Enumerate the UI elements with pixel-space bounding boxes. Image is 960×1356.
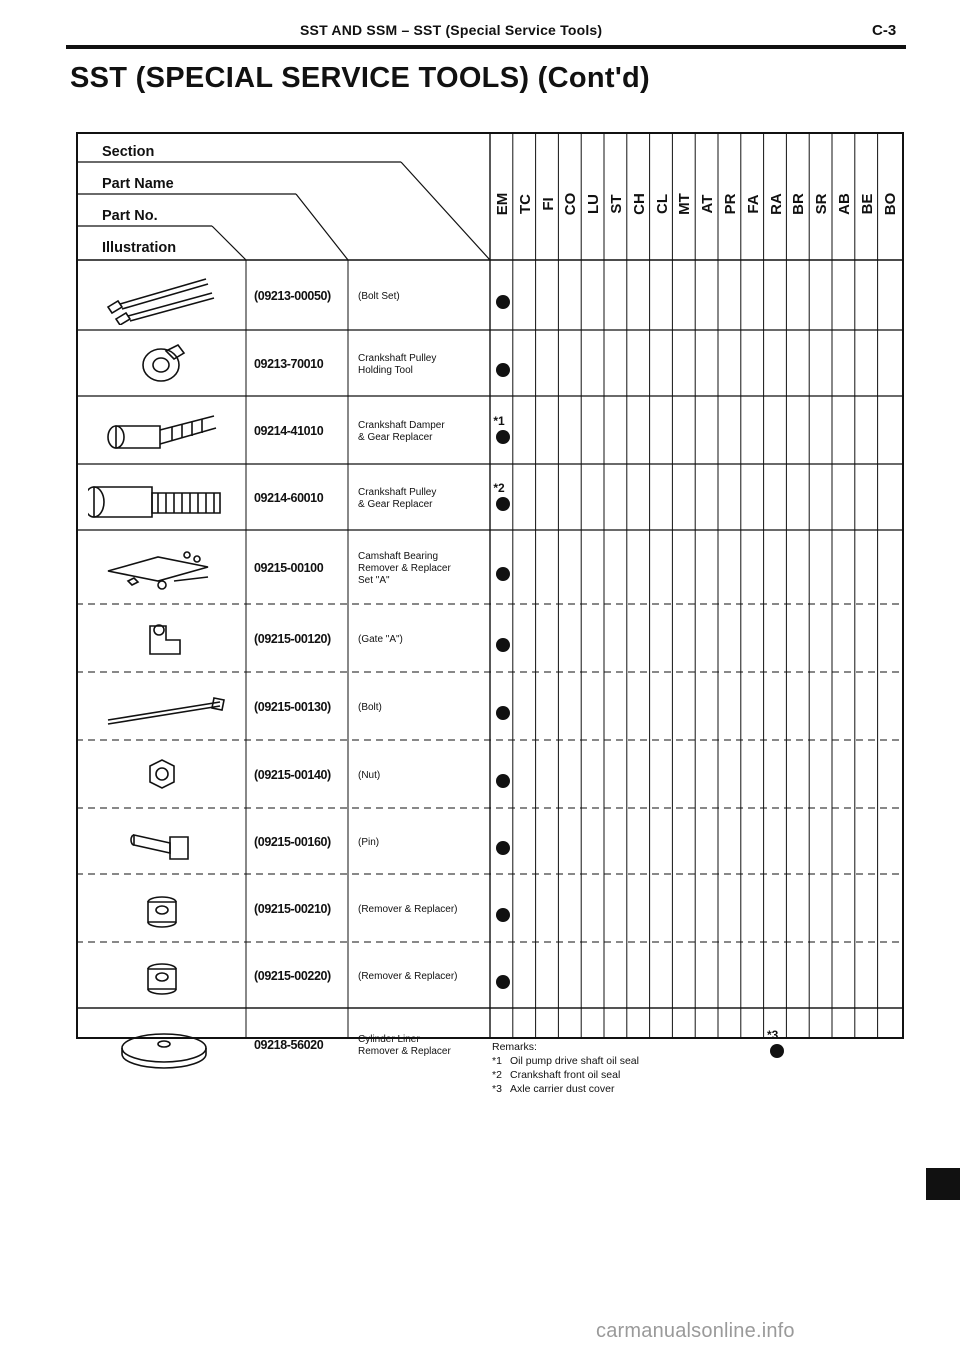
bolt-set-icon bbox=[88, 269, 238, 325]
section-column-label: ST bbox=[608, 194, 625, 214]
part-name bbox=[358, 770, 380, 782]
table-row bbox=[78, 262, 904, 332]
section-column-ab bbox=[833, 193, 857, 215]
part-number: (09215-00130) bbox=[254, 700, 331, 714]
section-column-cl bbox=[651, 196, 675, 212]
part-name bbox=[358, 291, 400, 303]
table-row bbox=[78, 332, 904, 398]
section-column-lu bbox=[582, 196, 606, 212]
part-name-line: Remover & Replacer bbox=[358, 563, 451, 574]
part-number: 09213-70010 bbox=[254, 357, 324, 371]
illustration-cell bbox=[88, 269, 238, 330]
pulley-holding-tool-icon bbox=[88, 337, 238, 393]
grid-line bbox=[296, 194, 348, 260]
remark-mark: *2 bbox=[492, 1069, 502, 1081]
gate-icon bbox=[88, 612, 238, 668]
table-row bbox=[78, 532, 904, 606]
damper-replacer-icon bbox=[88, 404, 238, 460]
cylinder-liner-disc-icon bbox=[88, 1018, 238, 1074]
part-name bbox=[358, 702, 382, 714]
part-name bbox=[358, 487, 436, 511]
illustration-cell bbox=[88, 748, 238, 809]
part-name-line: Crankshaft Pulley bbox=[358, 353, 437, 364]
section-column-label: TC bbox=[516, 194, 534, 214]
applicable-mark bbox=[496, 706, 510, 720]
nut-icon bbox=[88, 748, 238, 804]
header-part-name: Part Name bbox=[102, 176, 174, 192]
section-column-label: CL bbox=[653, 194, 671, 214]
section-column-label: RA bbox=[767, 193, 785, 215]
remark-item bbox=[492, 1068, 639, 1082]
grid-line bbox=[401, 162, 490, 260]
remark-item bbox=[492, 1054, 639, 1068]
section-column-pr bbox=[719, 193, 743, 215]
section-column-label: EM bbox=[494, 192, 511, 216]
remark-ref: *3 bbox=[767, 1028, 779, 1042]
section-column-label: FI bbox=[539, 197, 557, 211]
part-name bbox=[358, 971, 457, 983]
table-row bbox=[78, 810, 904, 876]
applicable-mark bbox=[770, 1044, 784, 1058]
applicable-mark bbox=[496, 975, 510, 989]
page-title: SST (SPECIAL SERVICE TOOLS) (Cont'd) bbox=[70, 62, 651, 94]
remark-mark: *1 bbox=[492, 1055, 502, 1067]
section-column-label: CH bbox=[630, 193, 648, 215]
section-column-mt bbox=[673, 193, 697, 215]
remark-text: Oil pump drive shaft oil seal bbox=[510, 1055, 639, 1067]
page-number: C-3 bbox=[872, 22, 897, 39]
watermark: carmanualsonline.info bbox=[596, 1320, 795, 1342]
remark-item bbox=[492, 1082, 639, 1096]
part-number: (09215-00220) bbox=[254, 969, 331, 983]
part-name-line: Camshaft Bearing bbox=[358, 551, 439, 562]
section-column-label: FA bbox=[744, 194, 762, 214]
illustration-cell bbox=[88, 471, 238, 532]
part-name-line: (Gate "A") bbox=[358, 634, 403, 645]
section-column-label: BE bbox=[858, 193, 876, 215]
section-column-label: CO bbox=[562, 192, 580, 216]
part-name bbox=[358, 420, 445, 444]
section-column-st bbox=[605, 196, 629, 212]
section-column-tc bbox=[514, 196, 538, 212]
table-row bbox=[78, 944, 904, 1010]
header-illustration: Illustration bbox=[102, 240, 177, 256]
remark-text: Crankshaft front oil seal bbox=[510, 1069, 621, 1081]
section-column-label: LU bbox=[585, 194, 603, 214]
part-name-line: & Gear Replacer bbox=[358, 499, 433, 510]
remark-ref: *1 bbox=[493, 414, 505, 428]
header-rule bbox=[66, 45, 906, 49]
section-column-label: AB bbox=[836, 193, 853, 215]
remark-ref: *2 bbox=[493, 481, 505, 495]
applicable-mark bbox=[496, 295, 510, 309]
section-column-at bbox=[696, 196, 720, 212]
table-row bbox=[78, 1010, 904, 1082]
illustration-cell bbox=[88, 612, 238, 673]
table-row bbox=[78, 674, 904, 742]
part-name-line: (Pin) bbox=[358, 837, 380, 848]
section-thumb-tab bbox=[926, 1168, 960, 1200]
section-column-ra bbox=[765, 193, 789, 215]
part-number: (09215-00160) bbox=[254, 835, 331, 849]
part-name bbox=[358, 837, 379, 849]
section-column-label: BO bbox=[881, 192, 899, 216]
section-column-ch bbox=[628, 193, 652, 215]
remover-replacer-icon bbox=[88, 949, 238, 1005]
part-number: 09218-56020 bbox=[254, 1038, 324, 1052]
table-row bbox=[78, 606, 904, 674]
section-column-em bbox=[491, 192, 515, 216]
illustration-cell bbox=[88, 882, 238, 943]
part-number: (09215-00120) bbox=[254, 632, 331, 646]
part-name-line: Crankshaft Pulley bbox=[358, 487, 437, 498]
part-name-line: (Remover & Replacer) bbox=[358, 971, 458, 982]
remarks-title: Remarks: bbox=[492, 1041, 537, 1053]
applicable-mark bbox=[496, 908, 510, 922]
section-column-label: BR bbox=[790, 193, 808, 215]
running-head: SST AND SSM – SST (Special Service Tools) bbox=[300, 22, 603, 38]
table-row bbox=[78, 742, 904, 810]
section-column-be bbox=[856, 193, 880, 215]
part-name-line: Crankshaft Damper bbox=[358, 420, 445, 431]
part-number: (09215-00140) bbox=[254, 768, 331, 782]
illustration-cell bbox=[88, 337, 238, 398]
part-name bbox=[358, 904, 457, 916]
remark-mark: *3 bbox=[492, 1083, 502, 1095]
part-name-line: (Nut) bbox=[358, 770, 381, 781]
applicable-mark bbox=[496, 497, 510, 511]
illustration-cell bbox=[88, 949, 238, 1010]
part-name bbox=[358, 353, 436, 377]
illustration-cell bbox=[88, 541, 238, 602]
applicable-mark bbox=[496, 363, 510, 377]
section-column-co bbox=[559, 192, 583, 216]
part-name-line: (Bolt Set) bbox=[358, 291, 400, 302]
remark-text: Axle carrier dust cover bbox=[510, 1083, 615, 1095]
table-row bbox=[78, 876, 904, 944]
part-number: 09214-41010 bbox=[254, 424, 324, 438]
pulley-gear-replacer-icon bbox=[88, 471, 238, 527]
table-row bbox=[78, 398, 904, 466]
applicable-mark bbox=[496, 774, 510, 788]
remarks bbox=[492, 1040, 639, 1096]
part-name bbox=[358, 1034, 451, 1058]
section-column-br bbox=[787, 193, 811, 215]
part-name-line: (Bolt) bbox=[358, 702, 382, 713]
part-number: 09214-60010 bbox=[254, 491, 324, 505]
applicable-mark bbox=[496, 430, 510, 444]
remover-replacer-icon bbox=[88, 882, 238, 938]
part-number: 09215-00100 bbox=[254, 561, 324, 575]
part-name bbox=[358, 634, 403, 646]
illustration-cell bbox=[88, 1018, 238, 1079]
illustration-cell bbox=[88, 404, 238, 465]
applicable-mark bbox=[496, 841, 510, 855]
section-column-sr bbox=[810, 193, 834, 215]
pin-icon bbox=[88, 815, 238, 871]
applicable-mark bbox=[496, 638, 510, 652]
grid-line bbox=[212, 226, 246, 260]
section-column-bo bbox=[879, 192, 903, 216]
part-name-line: Cylinder Liner bbox=[358, 1034, 420, 1045]
table-row bbox=[78, 466, 904, 532]
section-column-label: MT bbox=[676, 193, 694, 215]
section-column-fi bbox=[537, 196, 561, 212]
part-name-line: (Remover & Replacer) bbox=[358, 904, 458, 915]
illustration-cell bbox=[88, 680, 238, 741]
long-bolt-icon bbox=[88, 680, 238, 736]
section-column-label: SR bbox=[813, 193, 831, 215]
section-column-fa bbox=[742, 196, 766, 212]
illustration-cell bbox=[88, 815, 238, 876]
section-column-label: AT bbox=[699, 194, 717, 214]
part-number: (09215-00210) bbox=[254, 902, 331, 916]
part-name-line: & Gear Replacer bbox=[358, 432, 433, 443]
part-number: (09213-00050) bbox=[254, 289, 331, 303]
section-column-label: PR bbox=[722, 193, 739, 215]
part-name-line: Remover & Replacer bbox=[358, 1046, 451, 1057]
header-part-no: Part No. bbox=[102, 208, 158, 224]
header-section: Section bbox=[102, 144, 155, 160]
part-name-line: Holding Tool bbox=[358, 365, 413, 376]
bearing-set-icon bbox=[88, 541, 238, 597]
part-name bbox=[358, 551, 451, 587]
applicable-mark bbox=[496, 567, 510, 581]
part-name-line: Set "A" bbox=[358, 575, 390, 586]
